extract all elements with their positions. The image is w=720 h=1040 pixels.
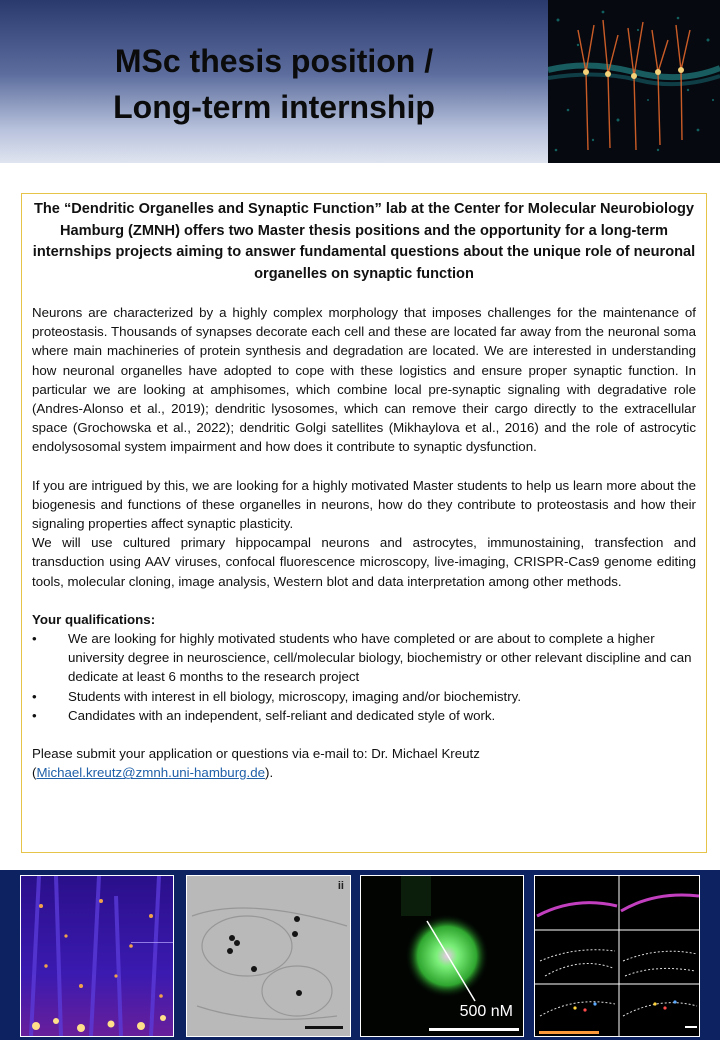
dendrite-fluorescence-image	[20, 875, 174, 1037]
dendrite-tracing-image	[534, 875, 700, 1037]
bullet-icon: •	[32, 707, 37, 723]
green-fluorescence-image	[360, 875, 524, 1037]
title-line-2: Long-term internship	[113, 89, 435, 125]
motivation-paragraph: If you are intrigued by this, we are looking for a highly motivated Master students to help us learn more about the biogenesis and functions of these organelles in neurons, how do they contribute to proteostasis and how their signaling properties affect synaptic plasticity.	[32, 477, 696, 532]
contact-paragraph	[32, 744, 696, 782]
research-paragraph: Neurons are characterized by a highly complex morphology that imposes challenges for the maintenance of proteostasis. Thousands of synapses decorate each cell and these are located far away from the neuronal soma where main machineries of protein synthesis and degradation are located. We are interested in understanding how neuronal organelles have adopted to cope with these logistics and ensure proper synaptic function. In particular we are looking at amphisomes, which combine local pre-synaptic signaling with degradative role (Andres-Alonso et al., 2019); dendritic lysosomes, which can remove their cargo directly to the extracellular space (Grochowska et al., 2022); dendritic Golgi satellites (Mikhaylova et al., 2016) and the role of astrocytic endolysosomal system impairment and how does it contribute to synaptic dysfunction.	[32, 305, 696, 455]
title-line-1: MSc thesis position /	[114, 43, 434, 79]
intro-heading: The “Dendritic Organelles and Synaptic Function” lab at the Center for Molecular Neurobiology Hamburg (ZMNH) offers two Master thesis positions and the opportunity for a long-term internships projects aiming to answer fundamental questions about the unique role of neuronal organelles on synaptic function	[32, 201, 696, 282]
methods-paragraph: We will use cultured primary hippocampal neurons and astrocytes, immunostaining, transfection and transduction using AAV viruses, confocal fluorescence microscopy, live-imaging, CRISPR-Cas9 genome editing tools, molecular cloning, image analysis, Western blot and data interpretation among other methods.	[32, 535, 696, 589]
list-item	[32, 687, 696, 706]
qualification-text: Candidates with an independent, self-reliant and dedicated style of work.	[68, 707, 496, 723]
footer-image-band	[0, 870, 720, 1040]
qualifications-title: Your qualifications:	[32, 611, 156, 627]
panel-label: ii	[337, 880, 344, 892]
list-item	[32, 629, 696, 687]
header-banner	[0, 0, 548, 163]
contact-text: Please submit your application or questions via e-mail to: Dr. Michael Kreutz	[32, 746, 480, 762]
list-item	[32, 706, 696, 725]
bullet-icon: •	[32, 631, 37, 647]
scale-bar-label: 500 nM	[459, 1003, 513, 1020]
qualifications-list	[32, 629, 696, 725]
neuron-microscopy-image	[548, 0, 720, 163]
qualification-text: Students with interest in ell biology, microscopy, imaging and/or biochemistry.	[68, 688, 522, 704]
page-title	[0, 38, 548, 130]
bullet-icon: •	[32, 688, 37, 704]
qualification-text: We are looking for highly motivated students who have completed or are about to complete a higher university degree in neuroscience, cell/molecular biology, biochemistry or other relevant discipline and can dedicate at least 6 months to the research project	[68, 631, 692, 685]
close-paren: ).	[265, 765, 274, 781]
open-paren: (	[32, 765, 37, 781]
email-link[interactable]: Michael.kreutz@zmnh.uni-hamburg.de	[36, 765, 266, 781]
job-description-box	[21, 193, 707, 853]
electron-micrograph-image	[186, 875, 351, 1037]
